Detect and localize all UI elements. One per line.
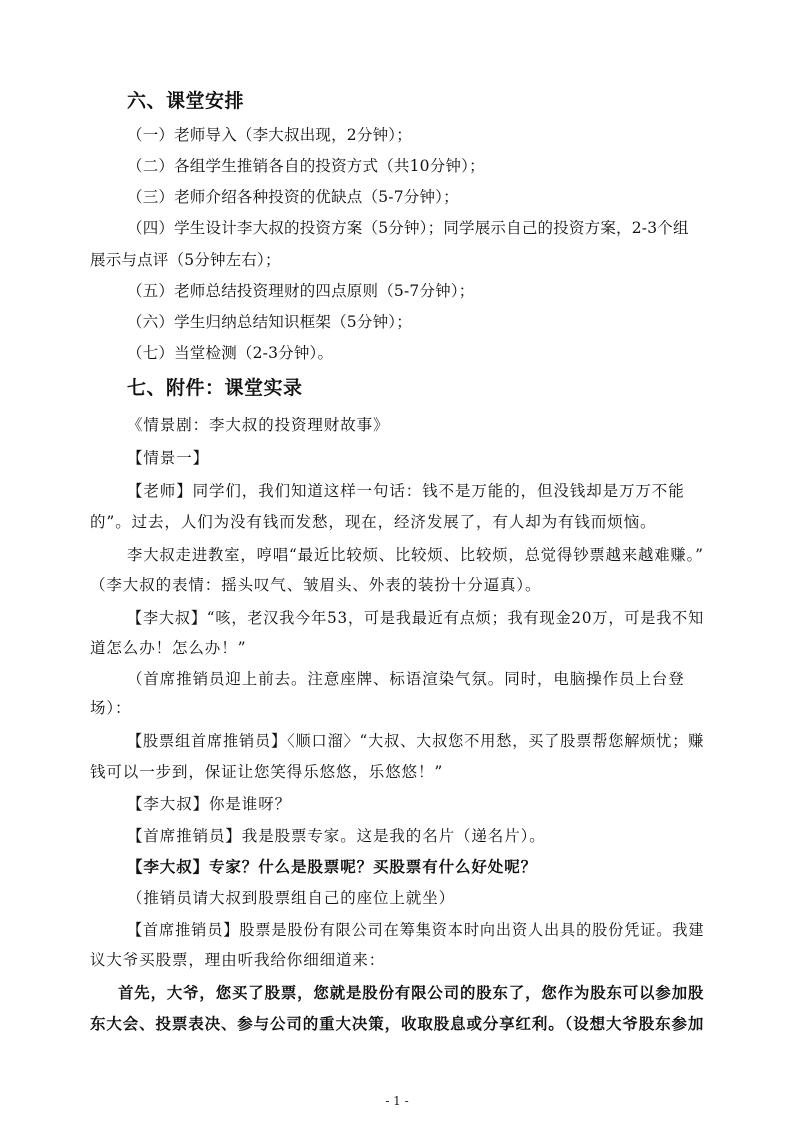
dialogue-line: 议大爷买股票，理由听我给你细细道来： xyxy=(90,951,386,969)
dialogue-line: （李大叔的表情：摇头叹气、皱眉头、外表的装扮十分逼真）。 xyxy=(90,576,542,594)
schedule-item-1: （一）老师导入（李大叔出现，2分钟）； xyxy=(127,126,412,144)
schedule-item-6: （六）学生归纳总结知识框架（5分钟）； xyxy=(127,313,412,331)
schedule-item-3: （三）老师介绍各种投资的优缺点（5-7分钟）； xyxy=(127,188,459,206)
dialogue-line: 李大叔走进教室，哼唱“最近比较烦、比较烦、比较烦，总觉得钞票越来越难赚。” xyxy=(127,546,704,564)
schedule-item-4: （四）学生设计李大叔的投资方案（5分钟）；同学展示自己的投资方案，2-3个组 xyxy=(127,219,689,237)
dialogue-line: 东大会、投票表决、参与公司的重大决策，收取股息或分享红利。（设想大爷股东参加 xyxy=(90,1014,705,1033)
drama-title: 《情景剧：李大叔的投资理财故事》 xyxy=(127,416,390,434)
dialogue-line: 首先，大爷，您买了股票，您就是股份有限公司的股东了，您作为股东可以参加股 xyxy=(118,983,705,1002)
dialogue-line: 【老师】同学们，我们知道这样一句话：钱不是万能的，但没钱却是万万不能 xyxy=(127,482,685,500)
dialogue-line: 道怎么办！怎么办！” xyxy=(90,639,247,657)
section-7-heading: 七、附件：课堂实录 xyxy=(127,377,303,399)
schedule-item-2: （二）各组学生推销各自的投资方式（共10分钟）； xyxy=(127,157,485,175)
dialogue-line: 【李大叔】专家？什么是股票呢？买股票有什么好处呢？ xyxy=(127,857,538,876)
schedule-item-7: （七）当堂检测（2-3分钟）。 xyxy=(127,344,334,362)
scene-label: 【情景一】 xyxy=(127,449,210,467)
schedule-item-5: （五）老师总结投资理财的四点原则（5-7分钟）； xyxy=(127,282,475,300)
section-6-heading: 六、课堂安排 xyxy=(127,90,245,112)
page-number: - 1 - xyxy=(385,1094,409,1108)
dialogue-line: 的”。过去，人们为没有钱而发愁，现在，经济发展了，有人却为有钱而烦恼。 xyxy=(90,513,657,531)
schedule-item-4-cont: 展示与点评（5分钟左右）； xyxy=(90,251,281,269)
dialogue-line: 场）： xyxy=(90,699,132,717)
dialogue-line: 【股票组首席推销员】〈顺口溜〉“大叔、大叔您不用愁，买了股票帮您解烦忧；赚 xyxy=(127,732,705,750)
dialogue-line: 【首席推销员】股票是股份有限公司在筹集资本时向出资人出具的股份凭证。我建 xyxy=(127,921,705,939)
dialogue-line: 【李大叔】“咳，老汉我今年53，可是我最近有点烦；我有现金20万，可是我不知 xyxy=(127,609,705,627)
dialogue-line: 【李大叔】你是谁呀？ xyxy=(127,795,292,813)
dialogue-line: （首席推销员迎上前去。注意座牌、标语渲染气氛。同时，电脑操作员上台登 xyxy=(127,670,685,688)
dialogue-line: 钱可以一步到，保证让您笑得乐悠悠，乐悠悠！” xyxy=(90,763,444,781)
dialogue-line: （推销员请大叔到股票组自己的座位上就坐） xyxy=(127,889,456,907)
dialogue-line: 【首席推销员】我是股票专家。这是我的名片（递名片）。 xyxy=(127,827,546,845)
